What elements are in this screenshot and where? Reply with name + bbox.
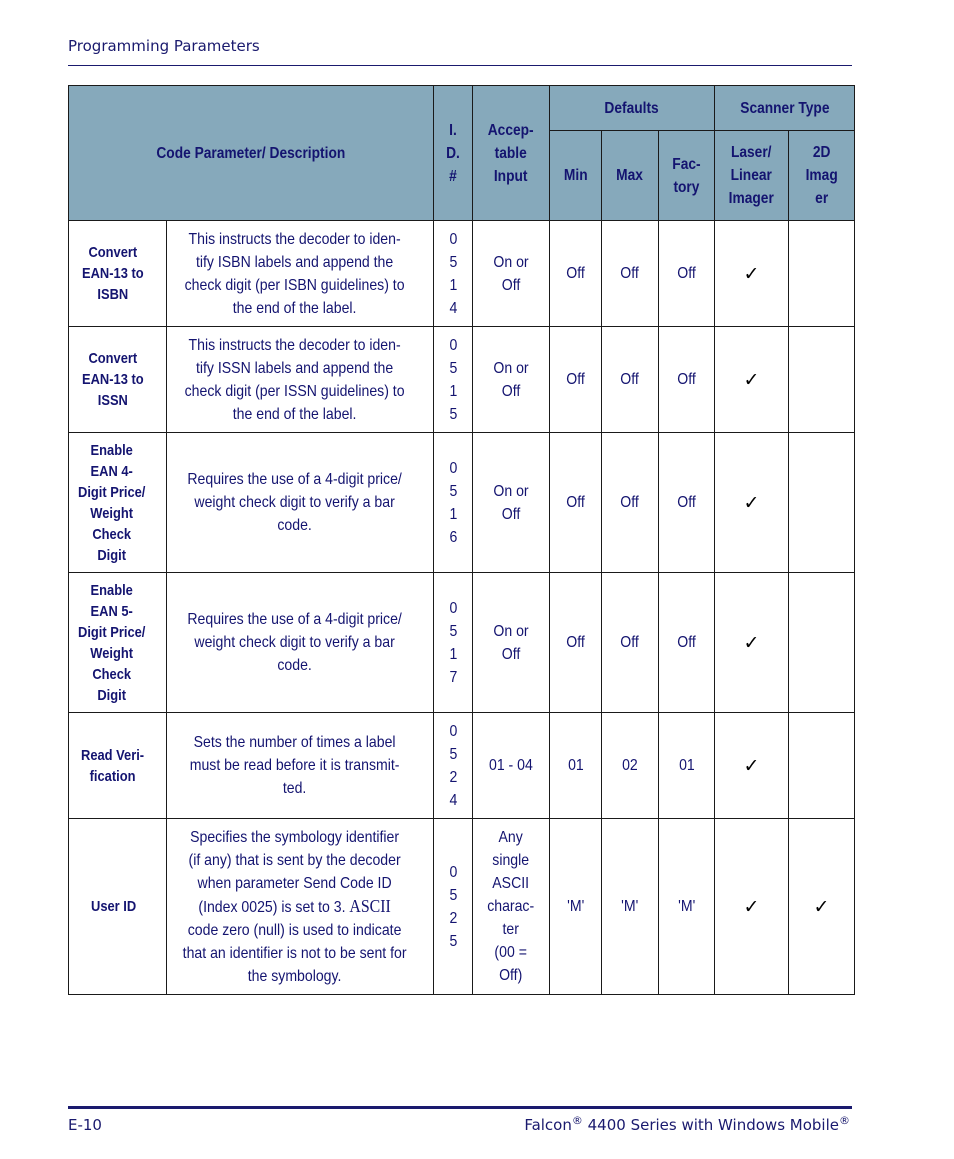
- header-defaults: Defaults: [550, 86, 715, 131]
- ascii-term: ASCII: [349, 895, 391, 916]
- acceptable-input: On or Off: [473, 433, 550, 573]
- laser-check-icon: ✓: [715, 327, 789, 433]
- default-max: Off: [602, 221, 659, 327]
- parameter-description: This instructs the decoder to iden- tify ISBN labels and append the check digit (per ISBN guidelines) to the end of the label.: [167, 221, 434, 327]
- parameter-name: Read Veri- fication: [69, 713, 167, 819]
- parameter-description: Requires the use of a 4-digit price/ weight check digit to verify a bar code.: [167, 433, 434, 573]
- table-row: [69, 819, 855, 995]
- header-factory: Fac- tory: [659, 131, 715, 221]
- parameter-name: Convert EAN-13 to ISSN: [69, 327, 167, 433]
- table-row: [69, 327, 855, 433]
- acceptable-input: On or Off: [473, 573, 550, 713]
- default-factory: Off: [659, 327, 715, 433]
- default-factory: Off: [659, 221, 715, 327]
- laser-check-icon: ✓: [715, 819, 789, 995]
- parameter-name: Convert EAN-13 to ISBN: [69, 221, 167, 327]
- default-max: Off: [602, 433, 659, 573]
- header-divider: [68, 65, 852, 66]
- header-code-parameter: Code Parameter/ Description: [69, 86, 434, 221]
- default-min: Off: [550, 221, 602, 327]
- header-laser-linear-imager: Laser/ Linear Imager: [715, 131, 789, 221]
- header-acceptable-input: Accep- table Input: [473, 86, 550, 221]
- parameter-id: 0 5 1 5: [434, 327, 473, 433]
- acceptable-input: 01 - 04: [473, 713, 550, 819]
- imager-2d-cell: [789, 221, 855, 327]
- parameter-id: 0 5 1 6: [434, 433, 473, 573]
- header-2d-imager: 2D Imag er: [789, 131, 855, 221]
- parameter-name: User ID: [69, 819, 167, 995]
- default-min: 'M': [550, 819, 602, 995]
- header-min: Min: [550, 131, 602, 221]
- default-factory: Off: [659, 573, 715, 713]
- page-number: E-10: [68, 1116, 102, 1134]
- header-max: Max: [602, 131, 659, 221]
- default-max: Off: [602, 573, 659, 713]
- default-factory: 01: [659, 713, 715, 819]
- imager-2d-cell: [789, 573, 855, 713]
- default-max: 02: [602, 713, 659, 819]
- parameter-description: Sets the number of times a label must be read before it is transmit- ted.: [167, 713, 434, 819]
- imager-2d-check-icon: ✓: [789, 819, 855, 995]
- default-min: 01: [550, 713, 602, 819]
- acceptable-input: On or Off: [473, 221, 550, 327]
- parameter-description: Specifies the symbology identifier (if any) that is sent by the decoder when parameter Send Code ID (Index 0025) is set to 3. ASCII code zero (null) is used to indicate that an identifier is not to be sent for the symbology.: [167, 819, 434, 995]
- acceptable-input: Any single ASCII charac- ter (00 = Off): [473, 819, 550, 995]
- default-max: Off: [602, 327, 659, 433]
- laser-check-icon: ✓: [715, 433, 789, 573]
- parameter-name: Enable EAN 5- Digit Price/ Weight Check Digit: [69, 573, 167, 713]
- imager-2d-cell: [789, 433, 855, 573]
- footer-divider: [68, 1106, 852, 1109]
- page-header-title: Programming Parameters: [68, 37, 260, 55]
- table-row: [69, 713, 855, 819]
- laser-check-icon: ✓: [715, 713, 789, 819]
- parameter-id: 0 5 2 4: [434, 713, 473, 819]
- table-row: [69, 433, 855, 573]
- default-factory: Off: [659, 433, 715, 573]
- default-min: Off: [550, 327, 602, 433]
- footer-product-title: Falcon® 4400 Series with Windows Mobile®: [524, 1114, 850, 1134]
- default-factory: 'M': [659, 819, 715, 995]
- parameters-table: [68, 85, 855, 995]
- parameter-id: 0 5 1 7: [434, 573, 473, 713]
- acceptable-input: On or Off: [473, 327, 550, 433]
- default-min: Off: [550, 573, 602, 713]
- parameter-description: Requires the use of a 4-digit price/ weight check digit to verify a bar code.: [167, 573, 434, 713]
- table-row: [69, 221, 855, 327]
- parameter-name: Enable EAN 4- Digit Price/ Weight Check Digit: [69, 433, 167, 573]
- parameter-description: This instructs the decoder to iden- tify ISSN labels and append the check digit (per ISSN guidelines) to the end of the label.: [167, 327, 434, 433]
- laser-check-icon: ✓: [715, 573, 789, 713]
- default-max: 'M': [602, 819, 659, 995]
- imager-2d-cell: [789, 713, 855, 819]
- header-scanner-type: Scanner Type: [715, 86, 855, 131]
- table-row: [69, 573, 855, 713]
- parameter-id: 0 5 1 4: [434, 221, 473, 327]
- parameter-id: 0 5 2 5: [434, 819, 473, 995]
- default-min: Off: [550, 433, 602, 573]
- header-id: I. D. #: [434, 86, 473, 221]
- laser-check-icon: ✓: [715, 221, 789, 327]
- imager-2d-cell: [789, 327, 855, 433]
